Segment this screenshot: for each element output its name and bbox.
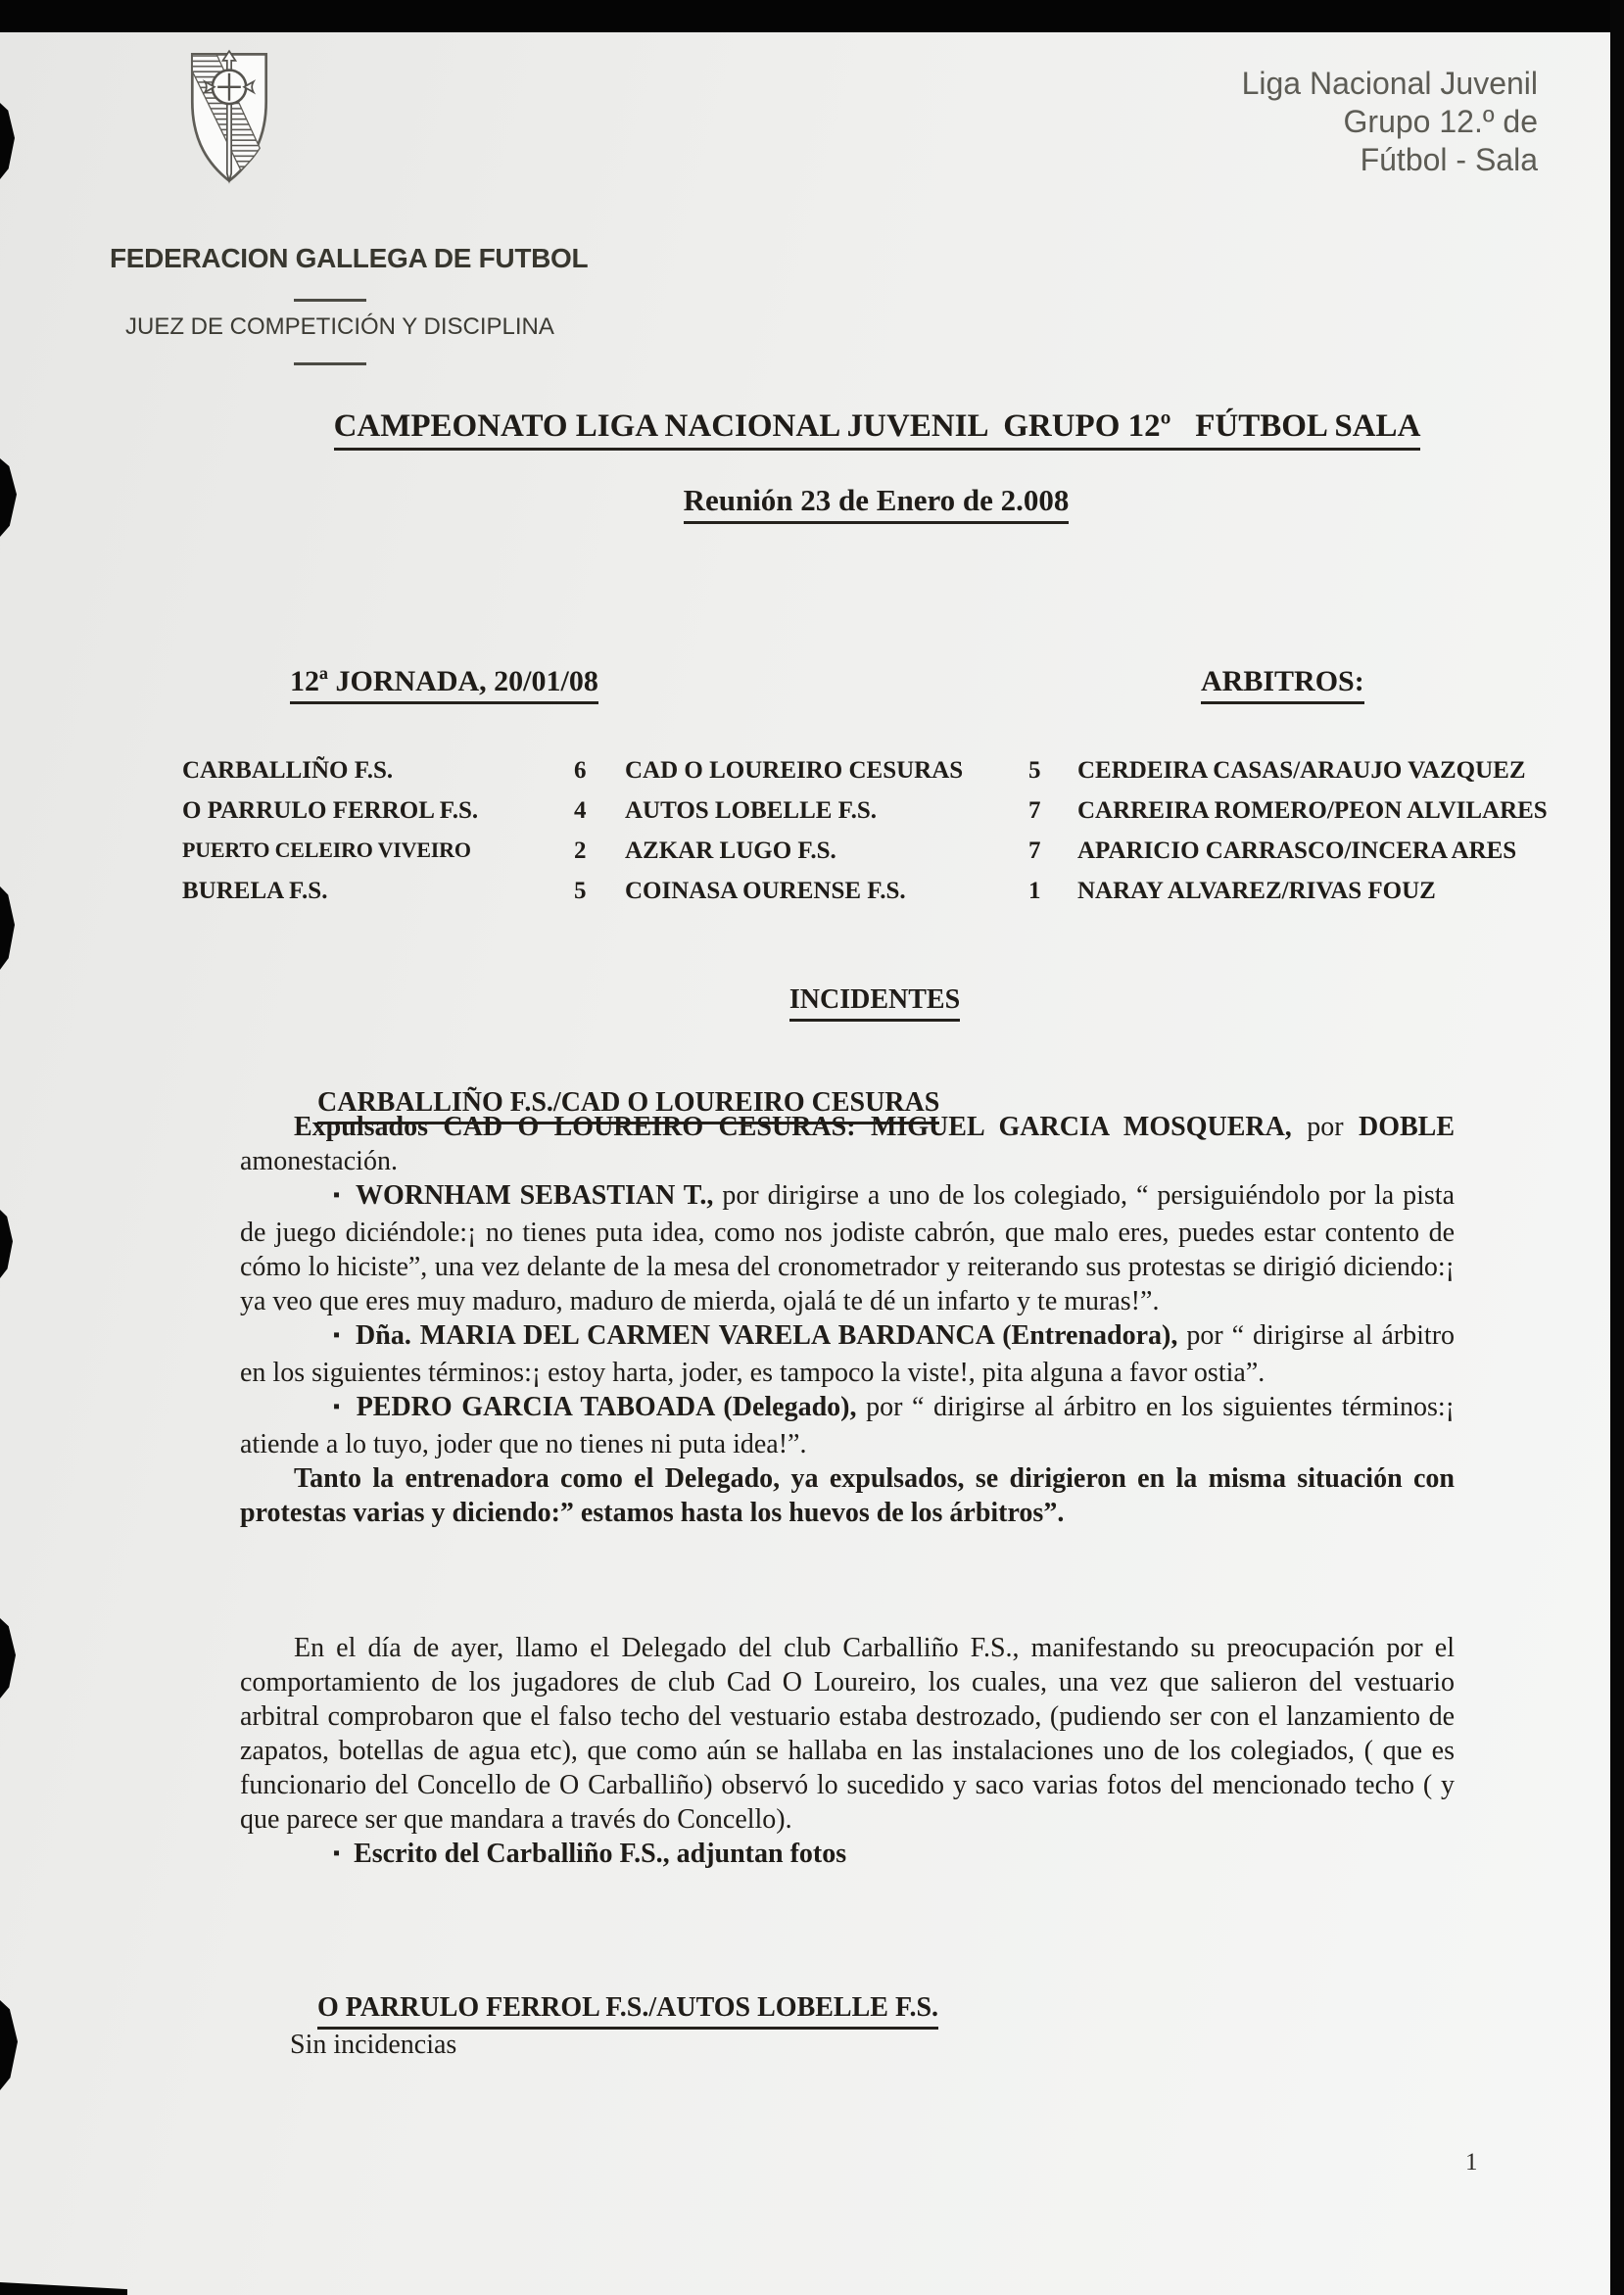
- page-number: 1: [1465, 2149, 1478, 2175]
- away-score: 1: [1028, 878, 1041, 904]
- match-section-heading-2: O PARRULO FERROL F.S./AUTOS LOBELLE F.S.: [290, 1961, 938, 2061]
- home-team: O PARRULO FERROL F.S.: [182, 797, 479, 824]
- home-score: 4: [574, 797, 587, 824]
- away-score: 7: [1028, 837, 1041, 864]
- scan-artifact-left-blob: [0, 1618, 16, 1698]
- home-team: PUERTO CELEIRO VIVEIRO: [182, 837, 471, 862]
- scan-artifact-bottom-left: [0, 2282, 127, 2295]
- department-name: JUEZ DE COMPETICIÓN Y DISCIPLINA: [125, 313, 554, 340]
- away-team: AZKAR LUGO F.S.: [625, 837, 836, 864]
- home-score: 5: [574, 878, 587, 904]
- section2-body: Sin incidencias: [290, 2030, 457, 2060]
- competition-line-3: Fútbol - Sala: [1360, 142, 1538, 177]
- paragraph-report: En el día de ayer, llamo el Delegado del club Carballiño F.S., manifestando su preocupación por el comportamiento de los jugadores de club Cad O Loureiro, los cuales, una vez que salieron del vestuario arbitral comprobaron que el falso techo del vestuario estaba destrozado, (pudiendo ser con el lanzamiento de zapatos, botellas de agua etc), que como aún se hallaba en las instalaciones uno de los colegiados, ( que es funcionario del Concello de O Carballiño) observó lo sucedido y saco varias fotos del mencionado techo ( y que parece ser que mandara a través do Concello).: [240, 1633, 1455, 1835]
- org-name: FEDERACION GALLEGA DE FUTBOL: [110, 243, 589, 273]
- paragraph-bullet-escrito: ▪ Escrito del Carballiño F.S., adjuntan fotos: [333, 1839, 847, 1869]
- result-row: [182, 878, 1497, 918]
- bullet-square-icon: ▪: [333, 1396, 343, 1417]
- referees: CARREIRA ROMERO/PEON ALVILARES: [1077, 797, 1548, 824]
- document-subtitle: Reunión 23 de Enero de 2.008: [249, 448, 1473, 559]
- scan-artifact-left-blob: [0, 458, 17, 537]
- away-team: COINASA OURENSE F.S.: [625, 878, 906, 904]
- scan-artifact-right-bar: [1610, 0, 1624, 2295]
- home-score: 6: [574, 757, 587, 784]
- paragraph-expulsados: Expulsados CAD O LOUREIRO CESURAS: MIGUEL GARCIA MOSQUERA, por DOBLE amonestación.: [240, 1112, 1455, 1176]
- competition-label: [1242, 65, 1538, 179]
- jornada-heading: 12ª JORNADA, 20/01/08: [290, 665, 598, 704]
- referees: APARICIO CARRASCO/INCERA ARES: [1077, 837, 1517, 864]
- competition-line-2: Grupo 12.º de: [1343, 104, 1538, 139]
- away-team: AUTOS LOBELLE F.S.: [625, 797, 878, 824]
- away-score: 7: [1028, 797, 1041, 824]
- referees: CERDEIRA CASAS/ARAUJO VAZQUEZ: [1077, 757, 1526, 784]
- paragraph-bullet-entrenadora: ▪ Dña. MARIA DEL CARMEN VARELA BARDANCA (Entrenadora), por “ dirigirse al árbitro en los siguientes términos:¡ estoy harta, joder, es tampoco la viste!, pita alguna a favor ostia”.: [240, 1320, 1456, 1388]
- paragraph-closing-bold: Tanto la entrenadora como el Delegado, ya expulsados, se dirigieron en la misma situación con protestas varias y diciendo:” estamos hasta los huevos de los árbitros”.: [240, 1463, 1455, 1528]
- competition-line-1: Liga Nacional Juvenil: [1241, 66, 1538, 101]
- home-team: CARBALLIÑO F.S.: [182, 757, 394, 784]
- document-title: CAMPEONATO LIGA NACIONAL JUVENIL GRUPO 12º FÚTBOL SALA: [249, 372, 1473, 487]
- away-team: CAD O LOUREIRO CESURAS: [625, 757, 964, 784]
- referees: NARAY ALVAREZ/RIVAS FOUZ: [1077, 878, 1436, 904]
- bullet-square-icon: ▪: [333, 1184, 343, 1206]
- incident-body: [240, 1110, 1455, 1874]
- home-team: BURELA F.S.: [182, 878, 328, 904]
- arbitros-heading: ARBITROS:: [1201, 665, 1364, 704]
- result-row: [182, 797, 1548, 837]
- result-row: [182, 837, 1517, 878]
- scan-artifact-left-blob: [0, 886, 15, 970]
- home-score: 2: [574, 837, 587, 864]
- letterhead-divider: [294, 299, 366, 302]
- away-score: 5: [1028, 757, 1041, 784]
- scan-artifact-top-bar: [0, 0, 1624, 32]
- federation-crest-icon: [176, 49, 282, 186]
- incidentes-heading: INCIDENTES: [249, 953, 1473, 1053]
- paragraph-bullet-wornham: ▪ WORNHAM SEBASTIAN T., por dirigirse a uno de los colegiado, “ persiguiéndolo por la pista de juego diciéndole:¡ no tienes puta idea, como nos jodiste cabrón, que malo eres, puedes estar contento de cómo lo hiciste”, una vez delante de la mesa del cronometrador y reiterando sus protestas se dirigió diciendo:¡ ya veo que eres muy maduro, maduro de mierda, ojalá te dé un infarto y te muras!”.: [240, 1180, 1455, 1316]
- result-row: [182, 757, 1526, 797]
- scan-artifact-left-blob: [0, 103, 15, 179]
- results-table: [182, 757, 1548, 918]
- scan-artifact-left-blob: [0, 1210, 13, 1278]
- paragraph-bullet-delegado: ▪ PEDRO GARCIA TABOADA (Delegado), por “ dirigirse al árbitro en los siguientes términos:¡ atiende a lo tuyo, joder que no tienes ni puta idea!”.: [240, 1392, 1455, 1459]
- match-section-heading-1: CARBALLIÑO F.S./CAD O LOUREIRO CESURAS: [290, 1056, 939, 1156]
- scan-artifact-left-blob: [0, 2000, 18, 2090]
- letterhead-divider: [294, 362, 366, 365]
- bullet-square-icon: ▪: [333, 1842, 341, 1864]
- bullet-square-icon: ▪: [333, 1324, 343, 1346]
